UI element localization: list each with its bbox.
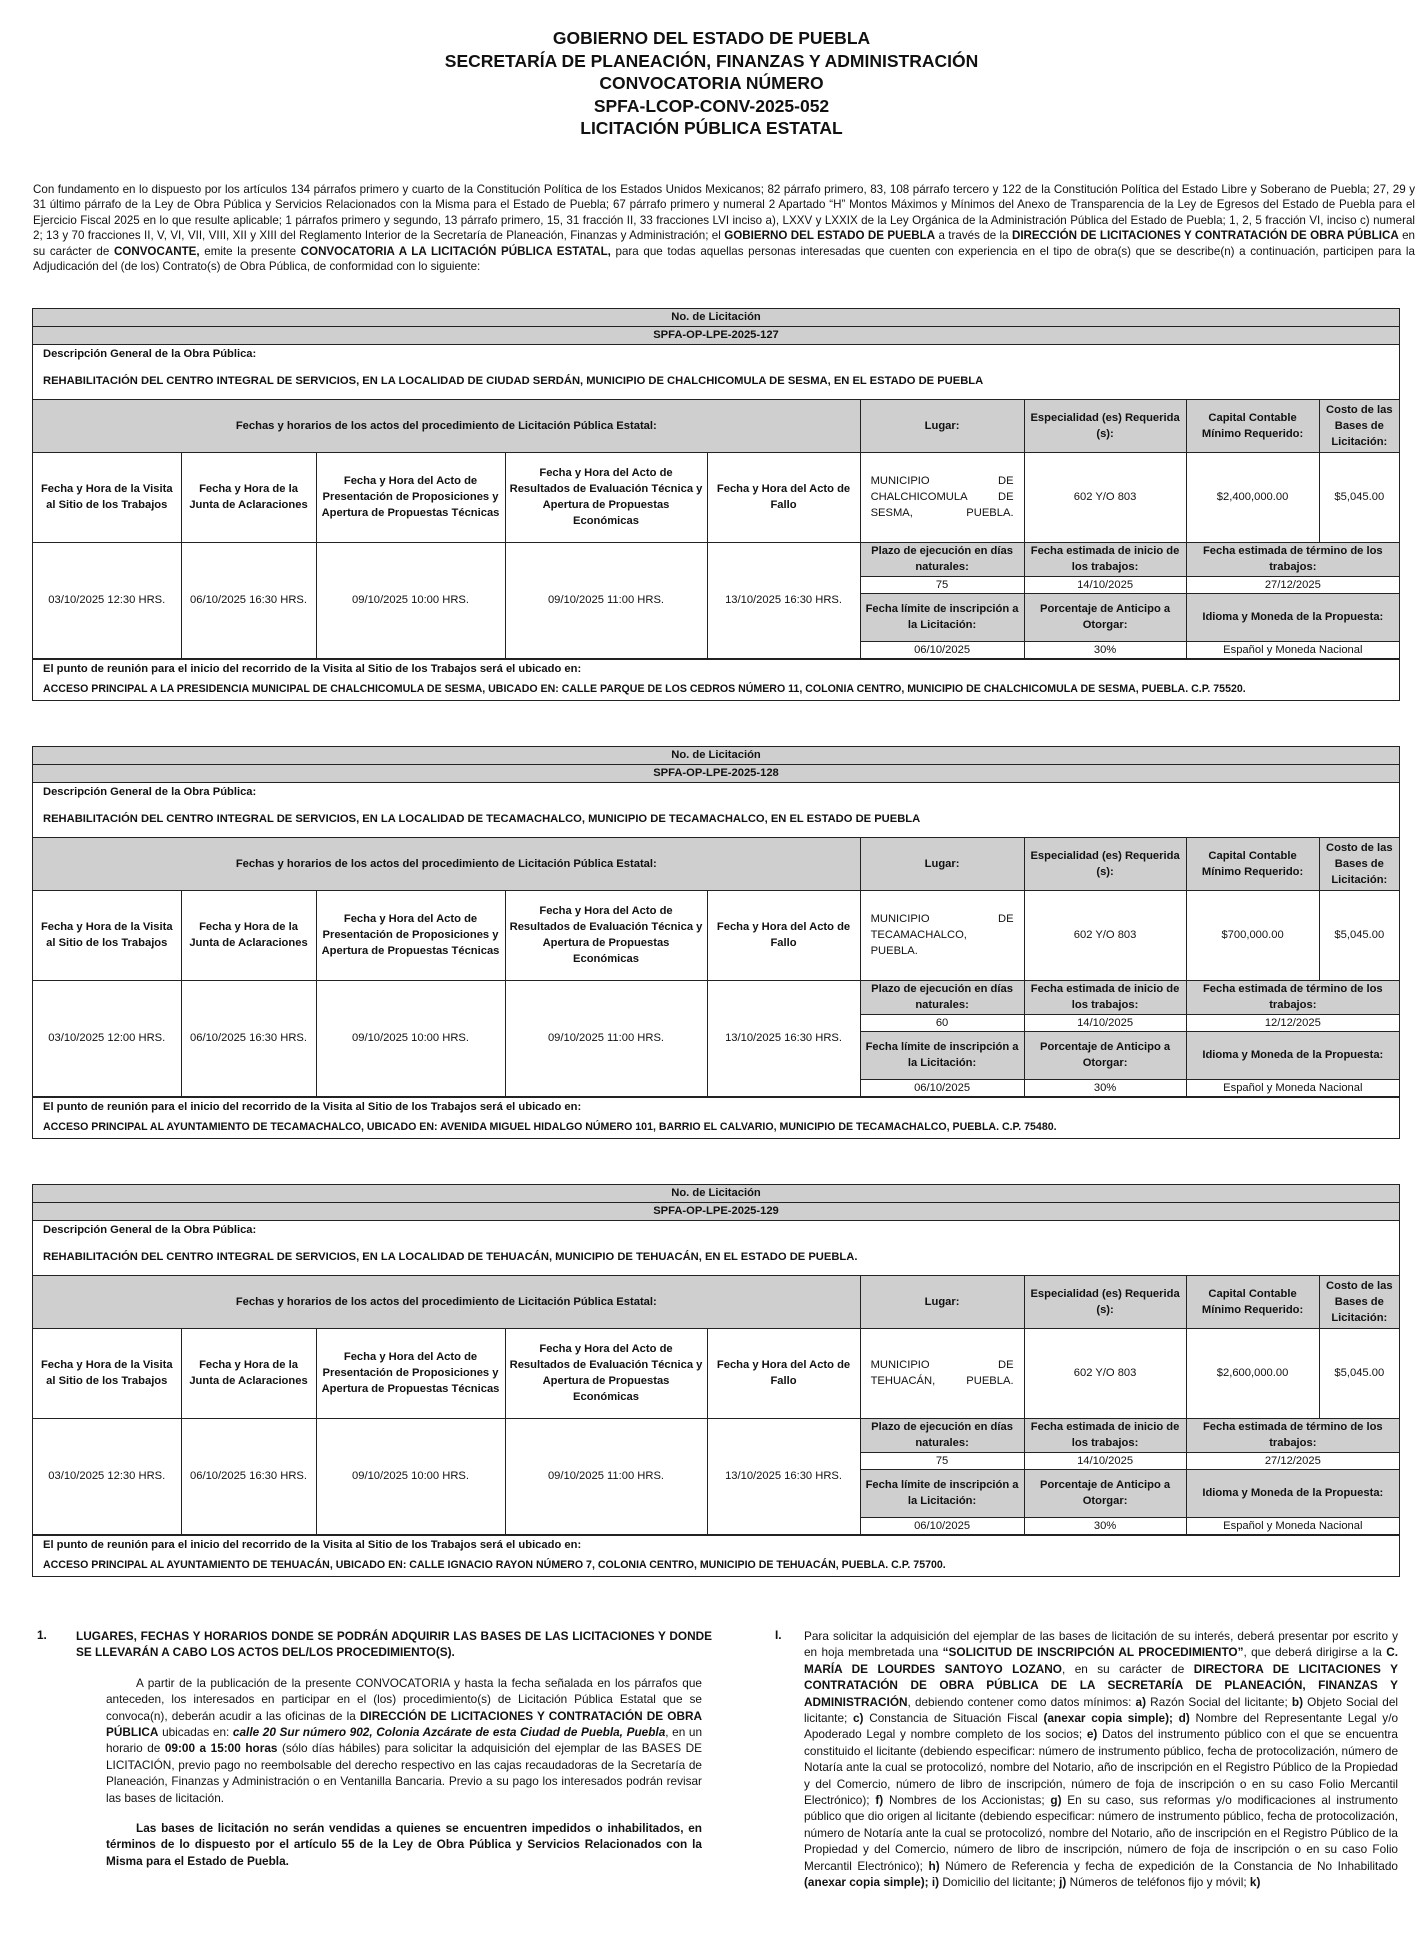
capital-header: Capital Contable Mínimo Requerido: [1186, 1276, 1319, 1328]
capital-value: $700,000.00 [1186, 890, 1319, 980]
idioma-value: Español y Moneda Nacional [1186, 1517, 1399, 1534]
presentacion-header: Fecha y Hora del Acto de Presentación de Proposiciones y Apertura de Propuestas Técnicas [316, 1328, 505, 1418]
presentacion-header: Fecha y Hora del Acto de Presentación de Proposiciones y Apertura de Propuestas Técnicas [316, 890, 505, 980]
resultados-value: 09/10/2025 11:00 HRS. [505, 1418, 707, 1534]
lugar-header: Lugar: [860, 1276, 1024, 1328]
especialidad-value: 602 Y/O 803 [1024, 890, 1186, 980]
intro-bold: DIRECCIÓN DE LICITACIONES Y CONTRATACIÓN DE OBRA PÚBLICA [1011, 229, 1399, 243]
junta-value: 06/10/2025 16:30 HRS. [181, 542, 316, 658]
lugar-value: MUNICIPIO DE TEHUACÁN, PUEBLA. [860, 1328, 1024, 1418]
s1-text: A partir de la publicación de la presente CONVOCATORIA y hasta la fecha señalada en los párrafos que anteceden, los interesados en participar en el (los) procedimiento(s) de Licitación Pública Estatal que se convoca(n), deberán acudir a las oficinas de la [106, 1675, 702, 1723]
especialidad-header: Especialidad (es) Requerida (s): [1024, 400, 1186, 452]
sI-letter: i) [931, 1875, 940, 1890]
especialidad-value: 602 Y/O 803 [1024, 1328, 1186, 1418]
costo-value: $5,045.00 [1319, 1328, 1399, 1418]
intro-bold: CONVOCANTE, [113, 244, 200, 258]
fechas-horarios-header: Fechas y horarios de los actos del procedimiento de Licitación Pública Estatal: [33, 838, 860, 890]
sI-bold: DIRECTORA DE LICITACIONES Y CONTRATACIÓN DE OBRA PÚBLICA DE LA SECRETARÍA DE PLANEACIÓN, FINANZAS Y ADMINISTRACIÓN [804, 1661, 1398, 1709]
sI-text: , en su carácter de [1061, 1661, 1185, 1676]
section-1 [76, 1628, 712, 1883]
limite-header: Fecha límite de inscripción a la Licitación: [860, 593, 1024, 641]
junta-header: Fecha y Hora de la Junta de Aclaraciones [181, 890, 316, 980]
capital-value: $2,600,000.00 [1186, 1328, 1319, 1418]
s1-text: ubicadas en: [162, 1725, 230, 1740]
sI-letter: b) [1291, 1694, 1304, 1709]
lugar-value: MUNICIPIO DE CHALCHICOMULA DE SESMA, PUEBLA. [860, 452, 1024, 542]
resultados-value: 09/10/2025 11:00 HRS. [505, 980, 707, 1096]
costo-header: Costo de las Bases de Licitación: [1319, 838, 1399, 890]
inicio-value: 14/10/2025 [1024, 1452, 1186, 1469]
punto-reunion-label: El punto de reunión para el inicio del recorrido de la Visita al Sitio de los Trabajos será el ubicado en: [33, 659, 1399, 678]
licitacion-grid [33, 1276, 1399, 1535]
anticipo-header: Porcentaje de Anticipo a Otorgar: [1024, 593, 1186, 641]
licitacion-grid [33, 400, 1399, 659]
intro-text: para que todas aquellas personas interesadas que cuenten con experiencia en el tipo de obra(s) que se describe(n) a continuación, participen para la Adjudicación del (de los) Contrato(s) de Obra Pública, de conformidad con lo siguiente: [33, 244, 1415, 274]
punto-reunion-text: ACCESO PRINCIPAL AL AYUNTAMIENTO DE TEHUACÁN, UBICADO EN: CALLE IGNACIO RAYON NÚMERO 7, COLONIA CENTRO, MUNICIPIO DE TEHUACÁN, PUEBLA. C.P. 75700. [43, 1558, 946, 1571]
plazo-header: Plazo de ejecución en días naturales: [860, 542, 1024, 576]
sI-text: Número de Referencia y fecha de expedición de la Constancia de No Inhabilitado [945, 1858, 1398, 1873]
no-licitacion-label: No. de Licitación [33, 747, 1399, 765]
sI-letter: a) [1135, 1694, 1147, 1709]
termino-value: 12/12/2025 [1186, 1014, 1399, 1031]
capital-header: Capital Contable Mínimo Requerido: [1186, 400, 1319, 452]
description-text: REHABILITACIÓN DEL CENTRO INTEGRAL DE SERVICIOS, EN LA LOCALIDAD DE CIUDAD SERDÁN, MUNICIPIO DE CHALCHICOMULA DE SESMA, EN EL ESTADO DE PUEBLA [33, 363, 1399, 400]
sI-bold: C. MARÍA DE LOURDES SANTOYO LOZANO [804, 1645, 1399, 1676]
header-lines [0, 27, 1423, 140]
licitacion-type: LICITACIÓN PÚBLICA ESTATAL [580, 118, 843, 138]
sI-text: Domicilio del licitante; [942, 1875, 1056, 1890]
s1-hours: 09:00 a 15:00 horas [164, 1741, 278, 1756]
document-header [0, 27, 1423, 140]
intro-text: a través de la [938, 229, 1009, 243]
plazo-header: Plazo de ejecución en días naturales: [860, 980, 1024, 1014]
licitacion-grid [33, 838, 1399, 1097]
sI-text: Para solicitar la adquisición del ejemplar de las bases de licitación de su interés, deberá presentar por escrito y en hoja membretada una [804, 1629, 1398, 1660]
intro-paragraph [33, 182, 1415, 274]
idioma-header: Idioma y Moneda de la Propuesta: [1186, 1031, 1399, 1079]
sI-text: , debiendo contener como datos mínimos: [907, 1694, 1132, 1709]
section-I [804, 1628, 1398, 1905]
section-1-title: LUGARES, FECHAS Y HORARIOS DONDE SE PODRÁN ADQUIRIR LAS BASES DE LAS LICITACIONES Y DONDE SE LLEVARÁN A CABO LOS ACTOS DEL/LOS PROCEDIMIENTO(S). [76, 1629, 712, 1660]
fechas-horarios-header: Fechas y horarios de los actos del procedimiento de Licitación Pública Estatal: [33, 400, 860, 452]
anticipo-value: 30% [1024, 1517, 1186, 1534]
description-text: REHABILITACIÓN DEL CENTRO INTEGRAL DE SERVICIOS, EN LA LOCALIDAD DE TECAMACHALCO, MUNICIPIO DE TECAMACHALCO, EN EL ESTADO DE PUEBLA [33, 801, 1399, 838]
plazo-header: Plazo de ejecución en días naturales: [860, 1418, 1024, 1452]
inicio-value: 14/10/2025 [1024, 576, 1186, 593]
sI-bold: “SOLICITUD DE INSCRIPCIÓN AL PROCEDIMIENTO” [942, 1645, 1244, 1660]
visita-header: Fecha y Hora de la Visita al Sitio de los Trabajos [33, 1328, 181, 1418]
presentacion-value: 09/10/2025 10:00 HRS. [316, 542, 505, 658]
anticipo-value: 30% [1024, 1079, 1186, 1096]
termino-value: 27/12/2025 [1186, 1452, 1399, 1469]
inicio-header: Fecha estimada de inicio de los trabajos: [1024, 1418, 1186, 1452]
visita-value: 03/10/2025 12:30 HRS. [33, 542, 181, 658]
sI-letter: k) [1249, 1875, 1261, 1890]
costo-header: Costo de las Bases de Licitación: [1319, 400, 1399, 452]
especialidad-value: 602 Y/O 803 [1024, 452, 1186, 542]
intro-text: Con fundamento en lo dispuesto por los artículos 134 párrafos primero y cuarto de la Constitución Política de los Estados Unidos Mexicanos; 82 párrafo primero, 83, 108 párrafo tercero y 122 de la Constitución Política del Estado Libre y Soberano de Puebla; 27, 29 y 31 último párrafo de la Ley de Obra Pública y Servicios Relacionados con la Misma para el Estado de Puebla; 67 párrafo primero y numeral 2 Apartado “H” Montos Máximos y Mínimos del Anexo de Transparencia de la Ley de Egresos del Estado de Puebla para el Ejercicio Fiscal 2025 en lo que resulte aplicable; 1 párrafos primero y segundo, 13 párrafo primero, 15, 31 fracción II, 33 fracciones LVI inciso a), LXXV y LXXIX de la Ley Orgánica de la Administración Pública del Estado de Puebla; 1, 2, 5 fracción VI, inciso c) numeral 2; 13 y 70 fracciones II, V, VI, VII, VIII, XII y XIII del Reglamento Interior de la Secretaría de Planeación, Finanzas y Administración; el [33, 183, 1415, 243]
fallo-header: Fecha y Hora del Acto de Fallo [707, 452, 860, 542]
presentacion-header: Fecha y Hora del Acto de Presentación de Proposiciones y Apertura de Propuestas Técnicas [316, 452, 505, 542]
section-1-restriction: Las bases de licitación no serán vendidas a quienes se encuentren impedidos o inhabilitados, en términos de lo dispuesto por el artículo 55 de la Ley de Obra Pública y Servicios Relacionados con la Misma para el Estado de Puebla. [106, 1821, 702, 1868]
convocatoria-label: CONVOCATORIA NÚMERO [599, 73, 824, 93]
fallo-value: 13/10/2025 16:30 HRS. [707, 980, 860, 1096]
section-I-number: I. [775, 1628, 782, 1642]
inicio-header: Fecha estimada de inicio de los trabajos: [1024, 980, 1186, 1014]
sI-text: Razón Social del licitante; [1150, 1694, 1288, 1709]
plazo-value: 60 [860, 1014, 1024, 1031]
anticipo-value: 30% [1024, 641, 1186, 658]
convocatoria-number: SPFA-LCOP-CONV-2025-052 [593, 95, 830, 116]
intro-bold: GOBIERNO DEL ESTADO DE PUEBLA [724, 229, 936, 243]
section-I-paragraph [804, 1628, 1398, 1891]
termino-header: Fecha estimada de término de los trabajos: [1186, 980, 1399, 1014]
visita-value: 03/10/2025 12:00 HRS. [33, 980, 181, 1096]
limite-header: Fecha límite de inscripción a la Licitación: [860, 1031, 1024, 1079]
sI-text: Números de teléfonos fijo y móvil; [1069, 1875, 1247, 1890]
junta-value: 06/10/2025 16:30 HRS. [181, 1418, 316, 1534]
description-label: Descripción General de la Obra Pública: [43, 348, 257, 360]
costo-value: $5,045.00 [1319, 452, 1399, 542]
limite-value: 06/10/2025 [860, 641, 1024, 658]
limite-header: Fecha límite de inscripción a la Licitación: [860, 1469, 1024, 1517]
s1-bold: DIRECCIÓN DE LICITACIONES Y CONTRATACIÓN DE OBRA PÚBLICA [106, 1708, 702, 1740]
resultados-header: Fecha y Hora del Acto de Resultados de Evaluación Técnica y Apertura de Propuestas Económicas [505, 452, 707, 542]
capital-header: Capital Contable Mínimo Requerido: [1186, 838, 1319, 890]
fallo-value: 13/10/2025 16:30 HRS. [707, 542, 860, 658]
resultados-value: 09/10/2025 11:00 HRS. [505, 542, 707, 658]
secretariat-title: SECRETARÍA DE PLANEACIÓN, FINANZAS Y ADMINISTRACIÓN [444, 50, 979, 71]
termino-value: 27/12/2025 [1186, 576, 1399, 593]
sI-text: Constancia de Situación Fiscal [869, 1711, 1038, 1726]
idioma-value: Español y Moneda Nacional [1186, 1079, 1399, 1096]
sI-text: , que deberá dirigirse a la [1243, 1645, 1382, 1660]
licitacion-block [32, 308, 1400, 701]
visita-header: Fecha y Hora de la Visita al Sitio de los Trabajos [33, 890, 181, 980]
sI-text: Objeto Social del licitante; [804, 1694, 1399, 1726]
sI-letter: g) [1050, 1793, 1062, 1808]
presentacion-value: 09/10/2025 10:00 HRS. [316, 980, 505, 1096]
lugar-header: Lugar: [860, 838, 1024, 890]
costo-value: $5,045.00 [1319, 890, 1399, 980]
section-1-number: 1. [37, 1628, 47, 1642]
punto-reunion-text: ACCESO PRINCIPAL A LA PRESIDENCIA MUNICIPAL DE CHALCHICOMULA DE SESMA, UBICADO EN: CALLE PARQUE DE LOS CEDROS NÚMERO 11, COLONIA CENTRO, MUNICIPIO DE CHALCHICOMULA DE SESMA, PUEBLA. C.P. 75520. [43, 682, 1246, 695]
termino-header: Fecha estimada de término de los trabajos: [1186, 1418, 1399, 1452]
fallo-value: 13/10/2025 16:30 HRS. [707, 1418, 860, 1534]
sI-text: Nombres de los Accionistas; [888, 1793, 1045, 1808]
idioma-value: Español y Moneda Nacional [1186, 641, 1399, 658]
fallo-header: Fecha y Hora del Acto de Fallo [707, 890, 860, 980]
sI-letter: e) [1086, 1727, 1098, 1742]
resultados-header: Fecha y Hora del Acto de Resultados de Evaluación Técnica y Apertura de Propuestas Económicas [505, 890, 707, 980]
sI-letter: f) [875, 1793, 884, 1808]
sI-bold: (anexar copia simple); [804, 1875, 929, 1890]
no-licitacion-label: No. de Licitación [33, 309, 1399, 327]
intro-text: emite la presente [204, 244, 297, 258]
punto-reunion-text: ACCESO PRINCIPAL AL AYUNTAMIENTO DE TECAMACHALCO, UBICADO EN: AVENIDA MIGUEL HIDALGO NÚMERO 101, BARRIO EL CALVARIO, MUNICIPIO DE TECAMACHALCO, PUEBLA. C.P. 75480. [43, 1120, 1057, 1133]
fallo-header: Fecha y Hora del Acto de Fallo [707, 1328, 860, 1418]
sI-letter: j) [1059, 1875, 1067, 1890]
intro-bold: CONVOCATORIA A LA LICITACIÓN PÚBLICA ESTATAL, [300, 244, 611, 258]
sI-letter: h) [928, 1858, 940, 1873]
fechas-horarios-header: Fechas y horarios de los actos del procedimiento de Licitación Pública Estatal: [33, 1276, 860, 1328]
description-label: Descripción General de la Obra Pública: [43, 786, 257, 798]
limite-value: 06/10/2025 [860, 1079, 1024, 1096]
s1-address: calle 20 Sur número 902, Colonia Azcárate de esta Ciudad de Puebla, Puebla [232, 1725, 666, 1740]
punto-reunion-label: El punto de reunión para el inicio del recorrido de la Visita al Sitio de los Trabajos será el ubicado en: [33, 1535, 1399, 1554]
plazo-value: 75 [860, 1452, 1024, 1469]
especialidad-header: Especialidad (es) Requerida (s): [1024, 1276, 1186, 1328]
inicio-value: 14/10/2025 [1024, 1014, 1186, 1031]
sI-letter: d) [1178, 1711, 1190, 1726]
licitacion-number: SPFA-OP-LPE-2025-129 [33, 1203, 1399, 1221]
idioma-header: Idioma y Moneda de la Propuesta: [1186, 1469, 1399, 1517]
sI-text: Datos del instrumento público con el que se encuentra constituido el licitante (debiendo especificar: número de instrumento público, fecha de protocolización, número de Notaría ante la cual se protocolizó, nombre del Notario, año de inscripción en el Registro Público de la Propiedad y del Comercio, número de libro de inscripción, número de foja de inscripción o en su caso Folio Mercantil Electrónico); [804, 1727, 1398, 1808]
no-licitacion-label: No. de Licitación [33, 1185, 1399, 1203]
punto-reunion-label: El punto de reunión para el inicio del recorrido de la Visita al Sitio de los Trabajos será el ubicado en: [33, 1097, 1399, 1116]
anticipo-header: Porcentaje de Anticipo a Otorgar: [1024, 1031, 1186, 1079]
junta-header: Fecha y Hora de la Junta de Aclaraciones [181, 452, 316, 542]
licitacion-block [32, 746, 1400, 1139]
visita-header: Fecha y Hora de la Visita al Sitio de los Trabajos [33, 452, 181, 542]
section-1-paragraph [76, 1675, 712, 1806]
visita-value: 03/10/2025 12:30 HRS. [33, 1418, 181, 1534]
presentacion-value: 09/10/2025 10:00 HRS. [316, 1418, 505, 1534]
inicio-header: Fecha estimada de inicio de los trabajos: [1024, 542, 1186, 576]
description-label: Descripción General de la Obra Pública: [43, 1224, 257, 1236]
s1-text: (sólo días hábiles) para solicitar la adquisición del ejemplar de las BASES DE LICITACIÓN, previo pago no reembolsable del derecho respectivo en las cajas recaudadoras de la Secretaría de Planeación, Finanzas y Administración o en Ventanilla Bancaria. Previo a su pago los interesados podrán revisar las bases de licitación. [106, 1741, 703, 1805]
gov-title: GOBIERNO DEL ESTADO DE PUEBLA [552, 28, 871, 48]
capital-value: $2,400,000.00 [1186, 452, 1319, 542]
limite-value: 06/10/2025 [860, 1517, 1024, 1534]
junta-header: Fecha y Hora de la Junta de Aclaraciones [181, 1328, 316, 1418]
intro-text: en su carácter de [33, 229, 1415, 258]
licitacion-block [32, 1184, 1400, 1577]
sI-text: En su caso, sus reformas y/o modificaciones al instrumento público que dio origen al licitante (debiendo especificar: número de instrumento público, fecha de protocolización, número de Notaría ante la cual se protocolizó, nombre del Notario, año de inscripción en el Registro Público de la Propiedad y del Comercio, número de libro de inscripción, número de foja de inscripción o en su caso Folio Mercantil Electrónico); [804, 1793, 1398, 1873]
termino-header: Fecha estimada de término de los trabajos: [1186, 542, 1399, 576]
lugar-value: MUNICIPIO DE TECAMACHALCO, PUEBLA. [860, 890, 1024, 980]
description-text: REHABILITACIÓN DEL CENTRO INTEGRAL DE SERVICIOS, EN LA LOCALIDAD DE TEHUACÁN, MUNICIPIO DE TEHUACÁN, EN EL ESTADO DE PUEBLA. [33, 1239, 1399, 1276]
s1-text: , en un horario de [106, 1725, 703, 1756]
especialidad-header: Especialidad (es) Requerida (s): [1024, 838, 1186, 890]
licitacion-number: SPFA-OP-LPE-2025-127 [33, 327, 1399, 345]
costo-header: Costo de las Bases de Licitación: [1319, 1276, 1399, 1328]
plazo-value: 75 [860, 576, 1024, 593]
resultados-header: Fecha y Hora del Acto de Resultados de Evaluación Técnica y Apertura de Propuestas Económicas [505, 1328, 707, 1418]
idioma-header: Idioma y Moneda de la Propuesta: [1186, 593, 1399, 641]
sI-letter: c) [853, 1711, 864, 1726]
anticipo-header: Porcentaje de Anticipo a Otorgar: [1024, 1469, 1186, 1517]
junta-value: 06/10/2025 16:30 HRS. [181, 980, 316, 1096]
licitacion-number: SPFA-OP-LPE-2025-128 [33, 765, 1399, 783]
lugar-header: Lugar: [860, 400, 1024, 452]
sI-text: Nombre del Representante Legal y/o Apoderado Legal y nombre completo de los socios; [804, 1711, 1399, 1742]
sI-bold: (anexar copia simple); [1043, 1711, 1173, 1726]
